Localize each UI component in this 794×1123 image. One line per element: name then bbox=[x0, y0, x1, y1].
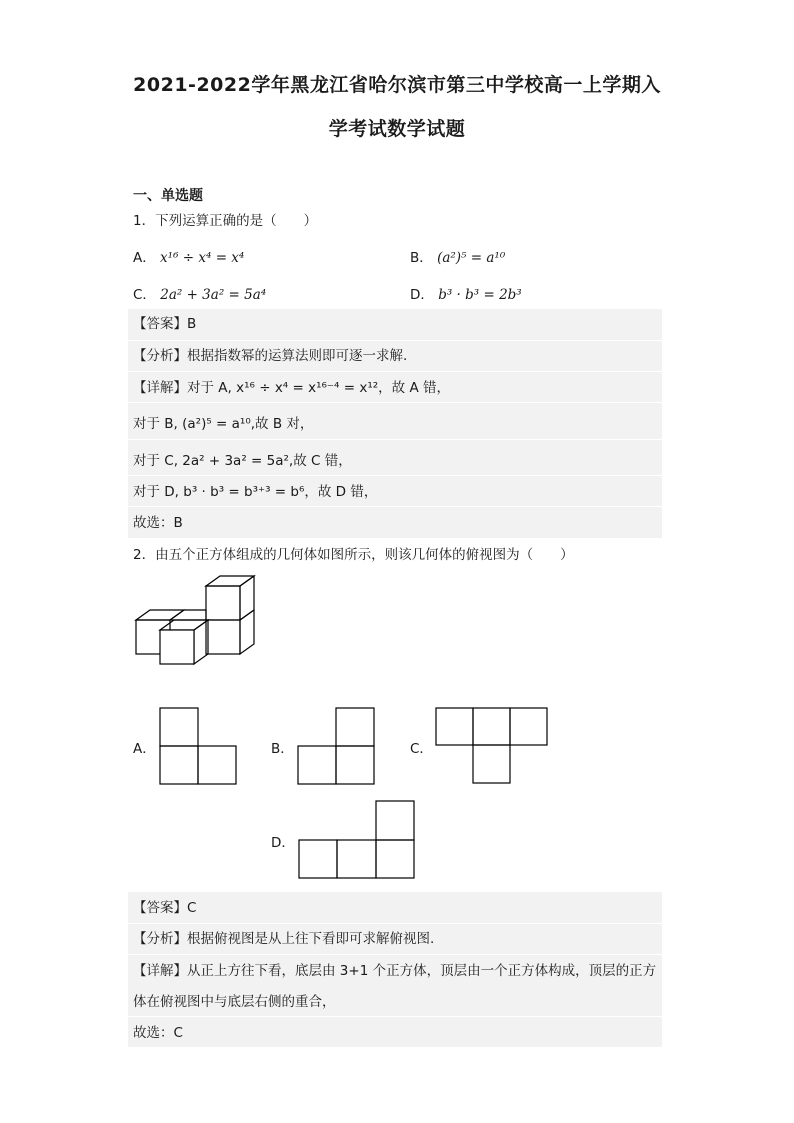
q2-answer: 【答案】C bbox=[133, 900, 197, 916]
q1-analysis-text: 根据指数幂的运算法则即可逐一求解. bbox=[187, 348, 408, 364]
q1-option-c-label: C． bbox=[133, 287, 156, 303]
q1-detail-a-text: 对于 A, x¹⁶ ÷ x⁴ = x¹⁶⁻⁴ = x¹²，故 A 错， bbox=[187, 380, 450, 396]
q2-detail-line1-text: 从正上方往下看，底层由 3+1 个正方体，顶层由一个正方体构成，顶层的正方 bbox=[187, 963, 657, 979]
q1-detail-d: 对于 D, b³ · b³ = b³⁺³ = b⁶，故 D 错， bbox=[133, 484, 378, 500]
q1-option-d-label: D． bbox=[410, 287, 434, 303]
q1-option-a-math: x¹⁶ ÷ x⁴ = x⁴ bbox=[160, 250, 245, 266]
q1-option-b-math: (a²)⁵ = a¹⁰ bbox=[437, 250, 506, 266]
q2-detail-tag: 【详解】 bbox=[133, 963, 187, 979]
q2-analysis bbox=[133, 929, 434, 949]
q2-detail-line2: 体在俯视图中与底层右侧的重合， bbox=[133, 994, 336, 1010]
q1-option-d-math: b³ · b³ = 2b³ bbox=[438, 287, 522, 303]
q2-stem: 2．由五个正方体组成的几何体如图所示，则该几何体的俯视图为（ ） bbox=[133, 547, 574, 563]
q2-option-c-label: C． bbox=[410, 741, 433, 757]
q2-analysis-text: 根据俯视图是从上往下看即可求解俯视图. bbox=[187, 931, 435, 947]
q2-option-b-figure bbox=[297, 707, 375, 785]
q1-answer: 【答案】B bbox=[133, 316, 197, 332]
q1-option-b-label: B． bbox=[410, 250, 433, 266]
q1-stem: 1．下列运算正确的是（ ） bbox=[133, 213, 318, 229]
q1-option-c-math: 2a² + 3a² = 5a⁴ bbox=[160, 287, 267, 303]
q2-solid-figure bbox=[130, 574, 260, 670]
q1-detail-b: 对于 B, (a²)⁵ = a¹⁰,故 B 对， bbox=[133, 416, 314, 432]
q2-choose: 故选：C bbox=[133, 1025, 183, 1041]
q1-choose: 故选：B bbox=[133, 515, 183, 531]
q2-option-c-figure bbox=[435, 707, 549, 785]
doc-title-line2: 学考试数学试题 bbox=[328, 118, 466, 140]
q1-option-b bbox=[410, 248, 505, 268]
q2-option-a-figure bbox=[159, 707, 237, 785]
q2-detail-line1 bbox=[133, 961, 656, 981]
q1-detail-a bbox=[133, 378, 450, 398]
q1-option-a-label: A． bbox=[133, 250, 156, 266]
q1-option-d bbox=[410, 285, 522, 305]
q1-analysis-tag: 【分析】 bbox=[133, 348, 187, 364]
q1-detail-c: 对于 C, 2a² + 3a² = 5a²,故 C 错， bbox=[133, 453, 352, 469]
q1-detail-tag: 【详解】 bbox=[133, 380, 187, 396]
q1-analysis bbox=[133, 346, 407, 366]
q1-option-a bbox=[133, 248, 244, 268]
q2-option-d-label: D． bbox=[271, 835, 295, 851]
q1-option-c bbox=[133, 285, 266, 305]
q2-analysis-tag: 【分析】 bbox=[133, 931, 187, 947]
q2-option-a-label: A． bbox=[133, 741, 156, 757]
section-heading: 一、单选题 bbox=[133, 188, 203, 204]
q2-option-b-label: B． bbox=[271, 741, 294, 757]
doc-title-line1: 2021-2022学年黑龙江省哈尔滨市第三中学校高一上学期入 bbox=[133, 74, 661, 96]
q2-option-d-figure bbox=[298, 800, 416, 880]
